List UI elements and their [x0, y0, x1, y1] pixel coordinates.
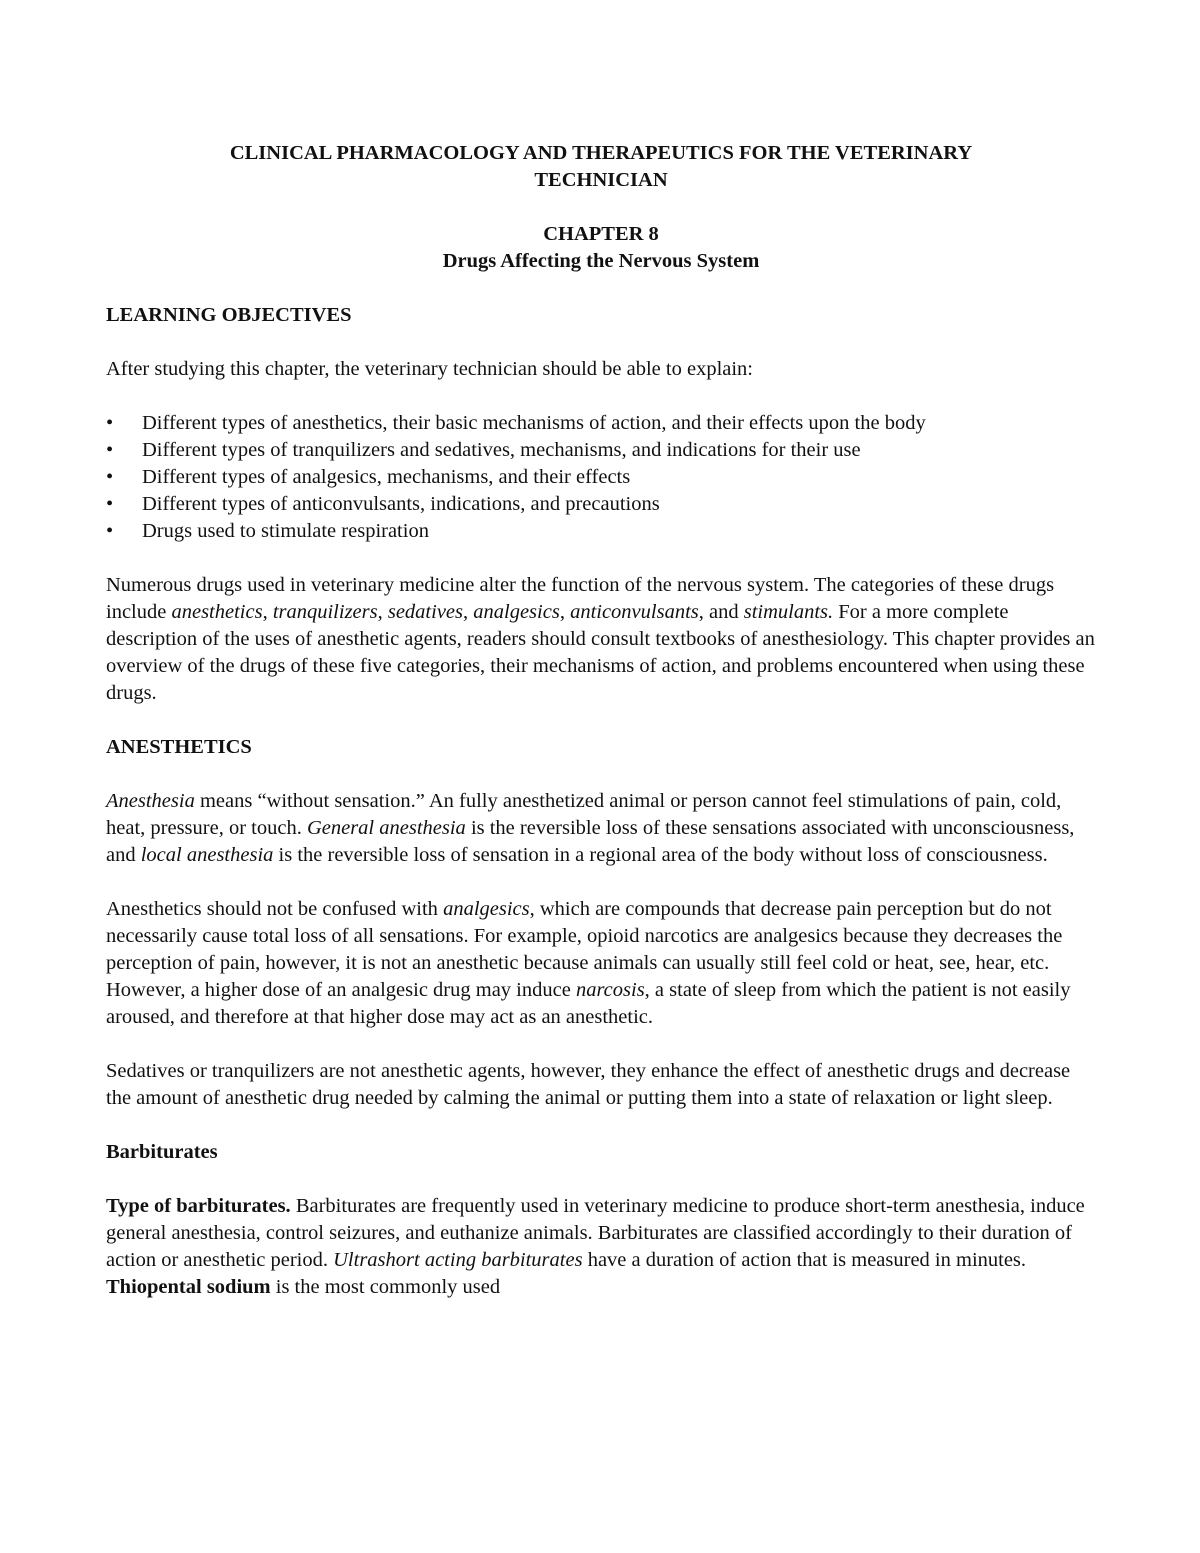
list-item-text: Drugs used to stimulate respiration [142, 520, 429, 542]
bullet-icon: • [106, 466, 114, 488]
barbiturates-paragraph-1: Type of barbiturates. Barbiturates are frequently used in veterinary medicine to produce short-term anesthesia, induce general anesthesia, control seizures, and euthanize animals. Barbiturates are classified accordingly to their duration of action or anesthetic period. Ultrashort acting barbiturates have a duration of action that is measured in minutes. Thiopental sodium is the most commonly used [106, 1195, 1085, 1298]
anesthetics-paragraph-2: Anesthetics should not be confused with analgesics, which are compounds that decrease pain perception but do not necessarily cause total loss of all sensations. For example, opioid narcotics are analgesics because they decreases the perception of pain, however, it is not an anesthetic because animals can usually still feel cold or heat, see, hear, etc. However, a higher dose of an analgesic drug may induce narcosis, a state of sleep from which the patient is not easily aroused, and therefore at that higher dose may act as an anesthetic. [106, 898, 1071, 1028]
bullet-icon: • [106, 493, 114, 515]
page-content [106, 140, 1096, 1301]
objectives-intro: After studying this chapter, the veterinary technician should be able to explain: [106, 358, 754, 380]
objectives-list [106, 410, 1096, 545]
list-item-text: Different types of tranquilizers and sedatives, mechanisms, and indications for their use [142, 439, 861, 461]
barbiturates-heading: Barbiturates [106, 1141, 218, 1163]
anesthetics-heading: ANESTHETICS [106, 736, 252, 758]
list-item [106, 464, 1096, 491]
bullet-icon: • [106, 520, 114, 542]
chapter-title: Drugs Affecting the Nervous System [442, 250, 760, 272]
chapter-heading [106, 221, 1096, 275]
list-item [106, 437, 1096, 464]
list-item [106, 410, 1096, 437]
chapter-number: CHAPTER 8 [543, 223, 659, 245]
anesthetics-paragraph-1: Anesthesia means “without sensation.” An fully anesthetized animal or person cannot feel stimulations of pain, cold, heat, pressure, or touch. General anesthesia is the reversible loss of these sensations associated with unconsciousness, and local anesthesia is the reversible loss of sensation in a regional area of the body without loss of consciousness. [106, 790, 1075, 866]
list-item [106, 491, 1096, 518]
title-line-2: TECHNICIAN [534, 169, 668, 191]
list-item [106, 518, 1096, 545]
learning-objectives-heading: LEARNING OBJECTIVES [106, 304, 352, 326]
anesthetics-paragraph-3: Sedatives or tranquilizers are not anesthetic agents, however, they enhance the effect of anesthetic drugs and decrease the amount of anesthetic drug needed by calming the animal or putting them into a state of relaxation or light sleep. [106, 1060, 1071, 1109]
document-title [106, 140, 1096, 194]
title-line-1: CLINICAL PHARMACOLOGY AND THERAPEUTICS FOR THE VETERINARY [229, 142, 973, 164]
intro-paragraph: Numerous drugs used in veterinary medicine alter the function of the nervous system. The categories of these drugs include anesthetics, tranquilizers, sedatives, analgesics, anticonvulsants, and stimulants. For a more complete description of the uses of anesthetic agents, readers should consult textbooks of anesthesiology. This chapter provides an overview of the drugs of these five categories, their mechanisms of action, and problems encountered when using these drugs. [106, 574, 1095, 704]
list-item-text: Different types of anesthetics, their basic mechanisms of action, and their effects upon the body [142, 412, 926, 434]
list-item-text: Different types of anticonvulsants, indications, and precautions [142, 493, 660, 515]
list-item-text: Different types of analgesics, mechanisms, and their effects [142, 466, 631, 488]
bullet-icon: • [106, 412, 114, 434]
bullet-icon: • [106, 439, 114, 461]
